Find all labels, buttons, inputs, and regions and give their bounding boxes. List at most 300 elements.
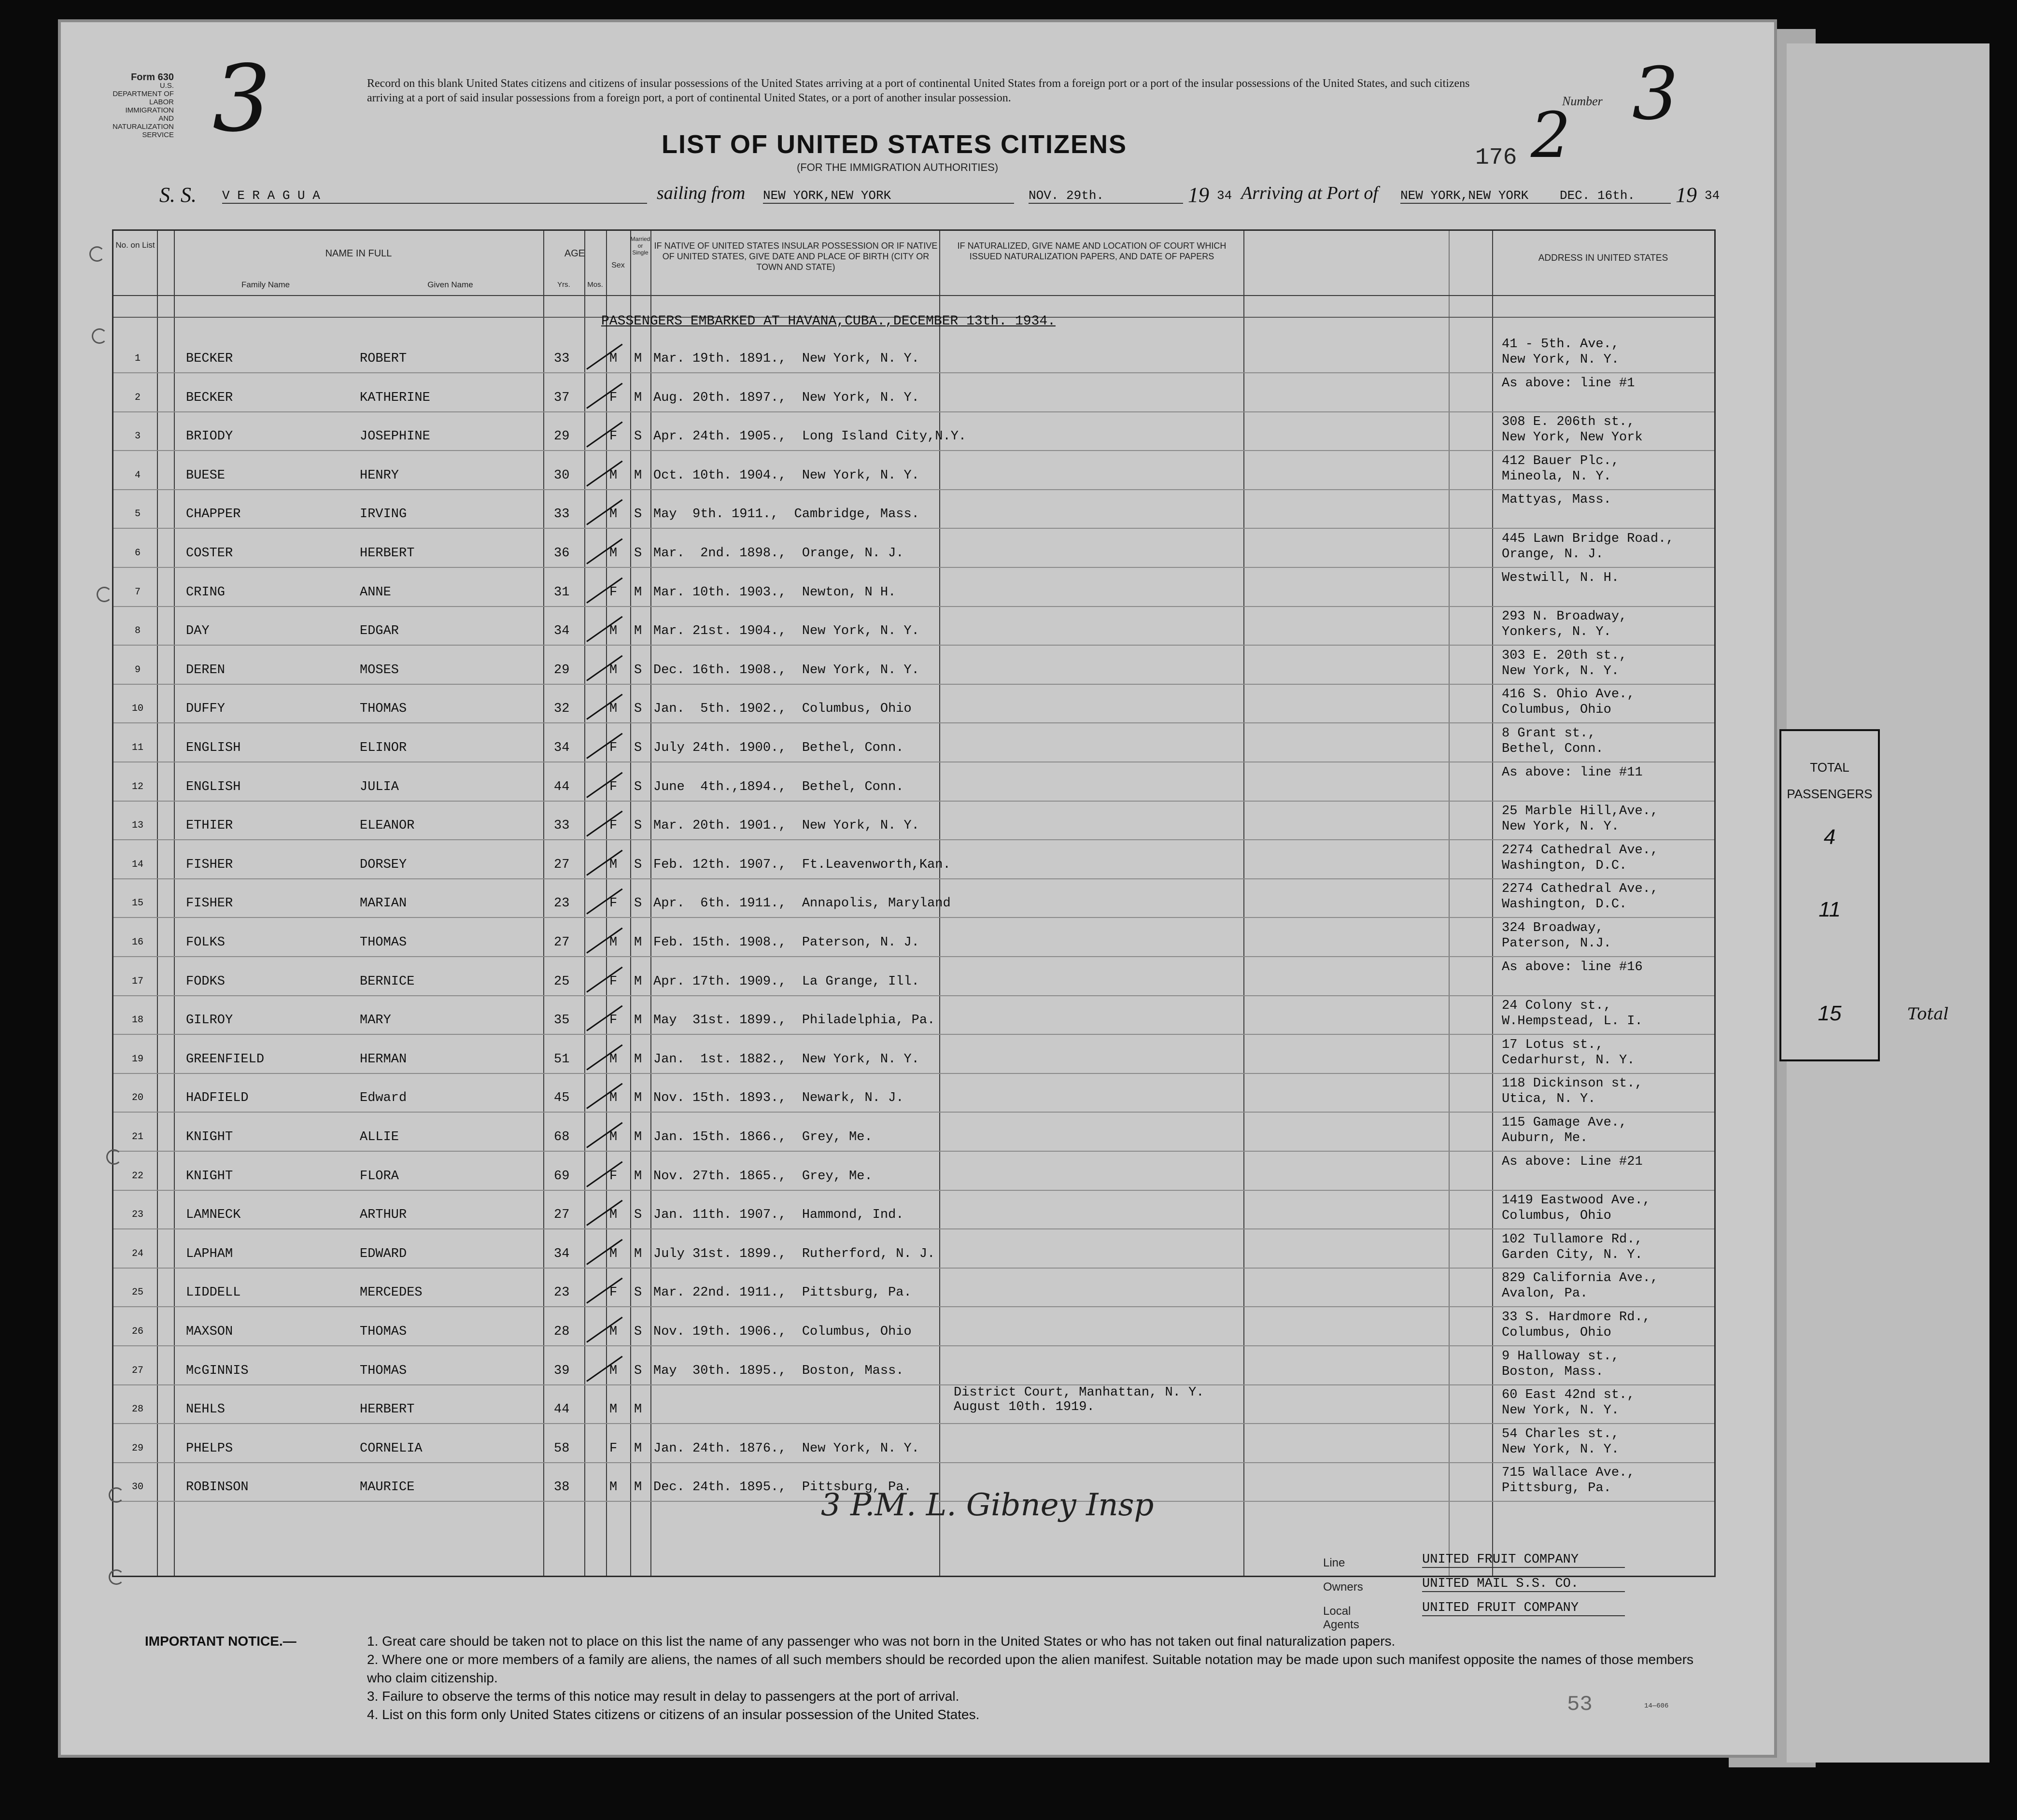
address-line-1: 416 S. Ohio Ave., [1502,687,1635,702]
birth-info: Feb. 15th. 1908., Paterson, N. J. [653,935,919,950]
given-name: EDWARD [360,1246,407,1261]
inspection-check-mark [586,849,622,875]
table-row [113,335,1714,373]
arrival-year-prefix: 19 [1676,183,1697,207]
inspection-check-mark [586,616,622,642]
inspection-check-mark [586,1200,622,1226]
address-line-1: As above: line #11 [1502,765,1643,780]
age-years: 51 [554,1052,570,1067]
inspection-check-mark [586,1355,622,1382]
inspection-check-mark [586,1239,622,1265]
address-line-2: Columbus, Ohio [1502,703,1611,718]
table-row [113,996,1714,1035]
given-name: DORSEY [360,857,407,872]
table-row [113,1074,1714,1113]
address-line-1: 33 S. Hardmore Rd., [1502,1310,1650,1325]
family-name: KNIGHT [186,1169,233,1184]
sex: M [609,935,618,950]
marital-status: S [634,896,642,911]
side-total-handwritten: Total [1907,1004,1949,1024]
header-yrs: Yrs. [557,281,570,289]
header-birth: IF NATIVE OF UNITED STATES INSULAR POSSESSION OR IF NATIVE OF UNITED STATES, GIVE DATE AND PLACE OF BIRTH (CITY OR TOWN AND STATE) [654,241,938,272]
table-row [113,802,1714,840]
birth-info: Jan. 11th. 1907., Hammond, Ind. [653,1208,904,1223]
birth-info: Dec. 24th. 1895., Pittsburg, Pa. [653,1480,912,1495]
family-name: HADFIELD [186,1091,249,1106]
family-name: LIDDELL [186,1285,241,1300]
address-line-1: As above: Line #21 [1502,1154,1643,1169]
sex: F [609,974,618,989]
row-number: 5 [134,508,141,520]
family-name: LAPHAM [186,1246,233,1261]
marital-status: S [634,507,642,522]
form-intro-text: Record on this blank United States citizens and citizens of insular possessions of the United States arriving at a port of continental United States from a foreign port or a port of the insular possessions of the United States, and such citizens arriving at a port of said insular possessions from a foreign port, a port of continental United States, or a port of another insular possession. [367,77,1470,104]
birth-info: Nov. 19th. 1906., Columbus, Ohio [653,1325,912,1339]
given-name: KATHERINE [360,390,430,405]
binder-hole [92,328,107,344]
page-title: LIST OF UNITED STATES CITIZENS [662,130,1127,159]
header-address: ADDRESS IN UNITED STATES [1538,253,1668,263]
row-number: 29 [131,1442,143,1454]
birth-info: May 9th. 1911., Cambridge, Mass. [653,507,919,522]
owners-value: UNITED MAIL S.S. CO. [1422,1577,1625,1592]
family-name: COSTER [186,546,233,561]
birth-info: Jan. 1st. 1882., New York, N. Y. [653,1052,919,1067]
birth-info: July 31st. 1899., Rutherford, N. J. [653,1246,935,1261]
row-number: 14 [131,859,143,870]
row-number: 13 [131,820,143,832]
ss-label: S. S. [159,183,197,207]
address-line-1: 9 Halloway st., [1502,1349,1620,1364]
address-line-2: Washington, D.C. [1502,858,1627,873]
family-name: GILROY [186,1013,233,1028]
line-label: Line [1323,1556,1345,1569]
header-naturalized: IF NATURALIZED, GIVE NAME AND LOCATION OF COURT WHICH ISSUED NATURALIZATION PAPERS, AND DATE OF PAPERS [957,241,1227,261]
birth-info: Mar. 2nd. 1898., Orange, N. J. [653,546,904,561]
given-name: THOMAS [360,1325,407,1339]
address-line-1: 308 E. 206th st., [1502,415,1635,430]
row-number: 15 [131,898,143,909]
important-notice [145,1632,1738,1724]
table-row [113,1385,1714,1424]
family-name: PHELPS [186,1441,233,1456]
address-line-1: 2274 Cathedral Ave., [1502,882,1659,897]
sex: M [609,468,618,483]
owners-label: Owners [1323,1580,1363,1594]
row-number: 27 [131,1365,143,1376]
header-sex: Sex [611,261,625,269]
sex: M [609,1246,618,1261]
sex: M [609,1480,618,1495]
address-line-1: 115 Gamage Ave., [1502,1115,1627,1130]
binder-hole [109,1487,124,1503]
sex: M [609,702,618,717]
row-number: 23 [131,1209,143,1221]
address-line-1: 412 Bauer Plc., [1502,453,1620,468]
given-name: THOMAS [360,935,407,950]
sex: F [609,429,618,444]
binder-hole [97,587,112,602]
row-number: 8 [134,625,141,637]
side-total-box [1779,729,1880,1061]
sex: M [609,1052,618,1067]
inspection-check-mark [586,1122,622,1148]
header-no: No. on List [115,240,155,250]
address-line-1: Mattyas, Mass. [1502,493,1611,508]
address-line-1: 1419 Eastwood Ave., [1502,1193,1650,1208]
birth-info: Jan. 24th. 1876., New York, N. Y. [653,1441,919,1456]
voyage-line [159,183,1720,212]
sex: F [609,585,618,600]
address-line-2: W.Hempstead, L. I. [1502,1014,1643,1029]
inspection-check-mark [586,344,622,370]
address-line-2: Orange, N. J. [1502,547,1604,562]
tally-2: 11 [1819,898,1841,921]
address-line-2: New York, N. Y. [1502,663,1620,678]
marital-status: M [634,1402,642,1417]
arriving-label: Arriving at Port of [1241,183,1378,203]
sex: F [609,1285,618,1300]
age-years: 33 [554,818,570,833]
inspection-check-mark [586,1083,622,1109]
address-line-2: New York, N. Y. [1502,1403,1620,1418]
given-name: ROBERT [360,352,407,366]
table-row [113,958,1714,996]
inspection-check-mark [586,966,622,992]
age-years: 68 [554,1130,570,1144]
notice-item-4: 4. List on this form only United States citizens or citizens of an insular possession of the United States. [367,1707,980,1722]
marital-status: S [634,429,642,444]
sex: M [609,507,618,522]
address-line-2: New York, N. Y. [1502,1442,1620,1457]
sail-year-prefix: 19 [1188,183,1209,207]
age-years: 69 [554,1169,570,1184]
row-number: 28 [131,1404,143,1415]
binder-hole [106,1149,122,1165]
age-years: 31 [554,585,570,600]
family-name: DEREN [186,663,226,677]
address-line-1: 118 Dickinson st., [1502,1076,1643,1091]
table-row [113,490,1714,529]
age-years: 33 [554,352,570,366]
family-name: ENGLISH [186,741,241,755]
notice-lead: IMPORTANT NOTICE.— [145,1634,296,1649]
form-number: Form 630 [131,72,174,83]
form-code: 14—606 [1644,1702,1669,1710]
marital-status: M [634,1052,642,1067]
table-row [113,1035,1714,1074]
naturalization-info: District Court, Manhattan, N. Y. August 10th. 1919. [954,1385,1204,1415]
age-years: 28 [554,1325,570,1339]
line-value: UNITED FRUIT COMPANY [1422,1552,1625,1568]
birth-info: Mar. 21st. 1904., New York, N. Y. [653,624,919,639]
serial-handwritten-correction: 2 [1531,99,1571,172]
address-line-2: Utica, N. Y. [1502,1092,1596,1107]
given-name: THOMAS [360,702,407,717]
address-line-1: 715 Wallace Ave., [1502,1466,1635,1481]
row-number: 17 [131,975,143,987]
given-name: IRVING [360,507,407,522]
notice-item-2: 2. Where one or more members of a family are aliens, the names of all such members should be recorded upon the alien manifest. Suitable notation may be made upon such manifest opposite the names of those members who claim citizenship. [367,1652,1694,1685]
marital-status: S [634,1208,642,1223]
total-label: TOTAL [1810,760,1849,775]
table-row [113,918,1714,957]
address-line-1: 2274 Cathedral Ave., [1502,843,1659,858]
address-line-2: Cedarhurst, N. Y. [1502,1053,1635,1068]
age-years: 38 [554,1480,570,1495]
address-line-1: Westwill, N. H. [1502,570,1620,585]
birth-info: Mar. 19th. 1891., New York, N. Y. [653,352,919,366]
address-line-2: Mineola, N. Y. [1502,469,1611,484]
age-years: 23 [554,1285,570,1300]
birth-info: June 4th.,1894., Bethel, Conn. [653,779,904,794]
table-row [113,763,1714,802]
age-years: 27 [554,1208,570,1223]
address-line-2: Columbus, Ohio [1502,1326,1611,1340]
birth-info: Jan. 5th. 1902., Columbus, Ohio [653,702,912,717]
birth-info: Jan. 15th. 1866., Grey, Me. [653,1130,873,1144]
address-line-2: Boston, Mass. [1502,1364,1604,1379]
sex: M [609,624,618,639]
marital-status: S [634,1363,642,1378]
age-years: 23 [554,896,570,911]
row-number: 26 [131,1326,143,1337]
table-row [113,685,1714,723]
table-row [113,879,1714,918]
sail-date: NOV. 29th. [1029,188,1183,204]
row-number: 6 [134,548,141,559]
address-line-1: 303 E. 20th st., [1502,648,1627,663]
given-name: MAURICE [360,1480,415,1495]
inspection-check-mark [586,733,622,759]
given-name: ARTHUR [360,1208,407,1223]
agents-value: UNITED FRUIT COMPANY [1422,1601,1625,1616]
address-line-2: New York, N. Y. [1502,819,1620,834]
handwritten-list-number: 3 [1632,52,1678,136]
age-years: 29 [554,429,570,444]
address-line-2: Paterson, N.J. [1502,936,1611,951]
birth-info: Aug. 20th. 1897., New York, N. Y. [653,390,919,405]
marital-status: M [634,974,642,989]
inspection-check-mark [586,928,622,954]
marital-status: S [634,546,642,561]
family-name: LAMNECK [186,1208,241,1223]
serial-number: 176 [1475,145,1517,171]
address-line-2: Washington, D.C. [1502,897,1627,912]
corner-handwritten-number: 3 [212,45,271,152]
table-row [113,374,1714,412]
sex: F [609,1013,618,1028]
birth-info: Oct. 10th. 1904., New York, N. Y. [653,468,919,483]
address-line-1: 293 N. Broadway, [1502,609,1627,624]
given-name: HERBERT [360,546,415,561]
sex: F [609,741,618,755]
row-number: 12 [131,781,143,792]
embarkation-note: PASSENGERS EMBARKED AT HAVANA,CUBA.,DECEMBER 13th. 1934. [601,314,1056,329]
age-years: 44 [554,1402,570,1417]
marital-status: M [634,1130,642,1144]
row-number: 3 [134,431,141,442]
row-number: 20 [131,1092,143,1104]
family-name: FISHER [186,896,233,911]
marital-status: S [634,857,642,872]
row-number: 19 [131,1053,143,1065]
family-name: ENGLISH [186,779,241,794]
address-line-2: Columbus, Ohio [1502,1209,1611,1224]
sex: M [609,352,618,366]
family-name: McGINNIS [186,1363,249,1378]
row-number: 4 [134,469,141,481]
marital-status: M [634,1091,642,1106]
marital-status: M [634,935,642,950]
table-row [113,1191,1714,1229]
marital-status: M [634,1013,642,1028]
table-row [113,568,1714,607]
sex: M [609,1402,618,1417]
sex: M [609,1130,618,1144]
marital-status: M [634,352,642,366]
given-name: MERCEDES [360,1285,423,1300]
age-years: 27 [554,935,570,950]
arrival-year: 34 [1705,188,1720,203]
header-given-name: Given Name [427,280,473,289]
marital-status: M [634,1441,642,1456]
table-row [113,607,1714,646]
sex: M [609,663,618,677]
address-line-2: Pittsburg, Pa. [1502,1481,1611,1496]
table-row [113,1347,1714,1385]
birth-info: Nov. 15th. 1893., Newark, N. J. [653,1091,904,1106]
sex: M [609,857,618,872]
given-name: HENRY [360,468,399,483]
notice-item-3: 3. Failure to observe the terms of this notice may result in delay to passengers at the port of arrival. [367,1689,959,1704]
row-number: 16 [131,937,143,948]
marital-status: M [634,585,642,600]
marital-status: M [634,1246,642,1261]
address-line-1: As above: line #1 [1502,376,1635,391]
address-line-2: New York, N. Y. [1502,353,1620,367]
passengers-label: PASSENGERS [1787,787,1873,801]
table-row [113,1230,1714,1269]
family-name: BUESE [186,468,226,483]
given-name: ELEANOR [360,818,415,833]
inspection-check-mark [586,499,622,525]
address-line-2: Avalon, Pa. [1502,1286,1588,1301]
given-name: HERBERT [360,1402,415,1417]
sex: M [609,1208,618,1223]
inspection-check-mark [586,460,622,486]
given-name: ELINOR [360,741,407,755]
row-number: 24 [131,1248,143,1259]
given-name: MARIAN [360,896,407,911]
birth-info: Feb. 12th. 1907., Ft.Leavenworth,Kan. [653,857,951,872]
address-line-1: 41 - 5th. Ave., [1502,337,1620,352]
sex: M [609,1091,618,1106]
given-name: THOMAS [360,1363,407,1378]
row-number: 25 [131,1287,143,1298]
inspection-check-mark [586,382,622,409]
given-name: EDGAR [360,624,399,639]
given-name: JOSEPHINE [360,429,430,444]
binder-hole [109,1569,124,1585]
age-years: 37 [554,390,570,405]
inspection-check-mark [586,1278,622,1304]
birth-info: Apr. 17th. 1909., La Grange, Ill. [653,974,919,989]
birth-info: May 31st. 1899., Philadelphia, Pa. [653,1013,935,1028]
marital-status: S [634,663,642,677]
sex: M [609,546,618,561]
given-name: HERMAN [360,1052,407,1067]
marital-status: S [634,1325,642,1339]
birth-info: July 24th. 1900., Bethel, Conn. [653,741,904,755]
sailing-from: NEW YORK,NEW YORK [763,188,1014,204]
age-years: 30 [554,468,570,483]
birth-info: Nov. 27th. 1865., Grey, Me. [653,1169,873,1184]
sex: F [609,1441,618,1456]
inspection-check-mark [586,1044,622,1070]
address-line-2: Auburn, Me. [1502,1131,1588,1145]
table-row [113,1308,1714,1346]
inspector-signature: 3 P.M. L. Gibney Insp [821,1487,1154,1523]
family-name: DUFFY [186,702,226,717]
family-name: GREENFIELD [186,1052,265,1067]
age-years: 34 [554,1246,570,1261]
address-line-2: New York, New York [1502,430,1643,445]
inspection-check-mark [586,772,622,798]
given-name: ALLIE [360,1130,399,1144]
given-name: Edward [360,1091,407,1106]
row-number: 10 [131,703,143,715]
row-number: 18 [131,1015,143,1026]
inspection-check-mark [586,422,622,448]
table-row [113,1113,1714,1152]
family-name: BRIODY [186,429,233,444]
birth-info: Mar. 22nd. 1911., Pittsburg, Pa. [653,1285,912,1300]
page-subtitle: (FOR THE IMMIGRATION AUTHORITIES) [797,161,999,173]
birth-info: Dec. 16th. 1908., New York, N. Y. [653,663,919,677]
sex: F [609,1169,618,1184]
inspection-check-mark [586,811,622,837]
marital-status: M [634,1169,642,1184]
row-number: 2 [134,392,141,403]
tally-3: 15 [1818,1002,1842,1025]
age-years: 35 [554,1013,570,1028]
age-years: 36 [554,546,570,561]
sex: F [609,390,618,405]
marital-status: M [634,1480,642,1495]
number-label: Number [1562,94,1603,108]
age-years: 29 [554,663,570,677]
marital-status: S [634,818,642,833]
passenger-table [112,229,1716,1577]
department: U.S. DEPARTMENT OF LABOR [113,82,174,106]
address-line-2: Garden City, N. Y. [1502,1247,1643,1262]
address-line-1: 829 California Ave., [1502,1271,1659,1286]
header-mos: Mos. [587,281,603,289]
marital-status: S [634,702,642,717]
family-name: DAY [186,624,210,639]
arriving-port: NEW YORK,NEW YORK [1400,188,1560,204]
form-id-block [111,73,174,139]
family-name: NEHLS [186,1402,226,1417]
arrival-date: DEC. 16th. [1560,188,1671,204]
table-row [113,1152,1714,1191]
family-name: ETHIER [186,818,233,833]
service: IMMIGRATION AND NATURALIZATION SERVICE [113,106,174,139]
tally-1: 4 [1823,825,1836,849]
given-name: MARY [360,1013,391,1028]
sailing-label: sailing from [657,183,746,203]
